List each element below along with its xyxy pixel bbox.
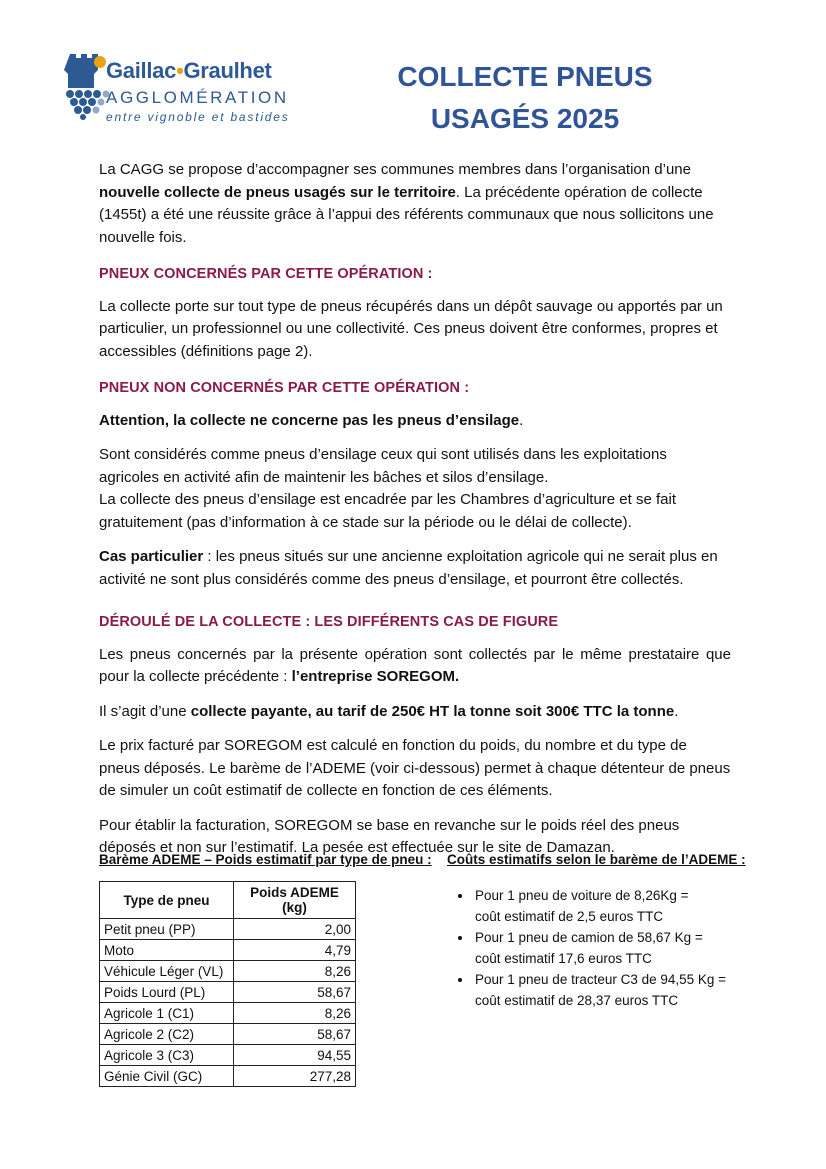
table-row xyxy=(100,1024,356,1045)
facturation-paragraph: Pour établir la facturation, SOREGOM se base en revanche sur le poids réel des pneus déposés et non sur l’estimatif. La pesée est effectuée sur le site de Damazan. xyxy=(99,816,680,856)
ensilage-paragraph: Sont considérés comme pneus d’ensilage ceux qui sont utilisés dans les exploitations agricoles en activité afin de maintenir les bâches et silos d’ensilage. La collecte des pneus d’ensilage est encadrée par les Chambres d’agriculture et se fait gratuitement (pas d’information à ce stade sur la période ou le délai de collecte). xyxy=(99,446,677,531)
weight-cell: 8,26 xyxy=(234,1003,356,1024)
table-row xyxy=(100,1066,356,1087)
weight-cell: 277,28 xyxy=(234,1066,356,1087)
tyre-type-cell: Agricole 1 (C1) xyxy=(100,1003,234,1024)
tyre-type-cell: Génie Civil (GC) xyxy=(100,1066,234,1087)
couts-section xyxy=(447,852,757,1011)
prestataire-paragraph: Les pneus concernés par la présente opération sont collectés par le même prestataire que pour la collecte précédente : l’entreprise SOREGOM. xyxy=(99,645,731,685)
table-header-row xyxy=(100,882,356,919)
tyre-type-cell: Agricole 3 (C3) xyxy=(100,1045,234,1066)
couts-heading: Coûts estimatifs selon le barème de l’ADEME : xyxy=(447,852,746,867)
tyre-type-cell: Agricole 2 (C2) xyxy=(100,1024,234,1045)
bareme-heading: Barème ADEME – Poids estimatif par type de pneu : xyxy=(99,852,432,867)
bareme-section xyxy=(99,852,439,1087)
title-line-2: USAGÉS 2025 xyxy=(430,103,620,134)
section-heading-non-concernes: PNEUX NON CONCERNÉS PAR CETTE OPÉRATION : xyxy=(99,380,470,396)
section-heading-concernes: PNEUX CONCERNÉS PAR CETTE OPÉRATION : xyxy=(99,266,433,282)
table-row xyxy=(100,1045,356,1066)
main-content xyxy=(99,159,731,872)
tyre-type-cell: Véhicule Léger (VL) xyxy=(100,961,234,982)
logo-name: Gaillac•Graulhet xyxy=(106,58,272,83)
logo-agglomeration: AGGLOMÉRATION xyxy=(106,88,289,107)
weight-cell: 4,79 xyxy=(234,940,356,961)
table-row xyxy=(100,961,356,982)
tyre-type-cell: Petit pneu (PP) xyxy=(100,919,234,940)
couts-list xyxy=(447,885,757,1011)
list-item: • Pour 1 pneu de voiture de 8,26Kg = coût estimatif de 2,5 euros TTC xyxy=(473,885,757,927)
table-row xyxy=(100,940,356,961)
weight-cell: 58,67 xyxy=(234,982,356,1003)
table-row xyxy=(100,1003,356,1024)
tyre-type-cell: Poids Lourd (PL) xyxy=(100,982,234,1003)
list-item: • Pour 1 pneu de tracteur C3 de 94,55 Kg = coût estimatif de 28,37 euros TTC xyxy=(473,969,757,1011)
tyre-type-cell: Moto xyxy=(100,940,234,961)
tarif-paragraph: Il s’agit d’une collecte payante, au tarif de 250€ HT la tonne soit 300€ TTC la tonne. xyxy=(99,702,679,720)
column-header: Poids ADEME (kg) xyxy=(234,882,356,919)
prix-paragraph: Le prix facturé par SOREGOM est calculé en fonction du poids, du nombre et du type de pneus déposés. Le barème de l’ADEME (voir ci-dessous) permet à chaque détenteur de pneus de simuler un coût estimatif de collecte en fonction de ces éléments. xyxy=(99,737,731,799)
weight-cell: 8,26 xyxy=(234,961,356,982)
table-row xyxy=(100,919,356,940)
agglomeration-logo xyxy=(62,48,292,128)
weight-cell: 2,00 xyxy=(234,919,356,940)
page-title xyxy=(380,56,670,140)
weight-cell: 58,67 xyxy=(234,1024,356,1045)
section1-paragraph: La collecte porte sur tout type de pneus récupérés dans un dépôt sauvage ou apportés par un particulier, un professionnel ou une collectivité. Ces pneus doivent être conformes, propres et accessibles (définitions page 2). xyxy=(99,297,723,360)
bareme-table xyxy=(99,881,356,1087)
table-row xyxy=(100,982,356,1003)
title-line-1: COLLECTE PNEUS xyxy=(397,61,653,92)
section-heading-deroule: DÉROULÉ DE LA COLLECTE : LES DIFFÉRENTS CAS DE FIGURE xyxy=(99,614,559,630)
attention-paragraph: Attention, la collecte ne concerne pas les pneus d’ensilage. xyxy=(99,411,524,429)
cas-particulier-paragraph: Cas particulier : les pneus situés sur une ancienne exploitation agricole qui ne serait plus en activité ne sont plus considérés comme des pneus d’ensilage, et pourront être collectés. xyxy=(99,548,718,588)
intro-paragraph: La CAGG se propose d’accompagner ses communes membres dans l’organisation d’une nouvelle collecte de pneus usagés sur le territoire. La précédente opération de collecte (1455t) a été une réussite grâce à l’appui des référents communaux que nous sollicitons une nouvelle fois. xyxy=(99,161,714,246)
logo-tagline: entre vignoble et bastides xyxy=(106,110,290,124)
column-header: Type de pneu xyxy=(100,882,234,919)
list-item: • Pour 1 pneu de camion de 58,67 Kg = coût estimatif 17,6 euros TTC xyxy=(473,927,757,969)
weight-cell: 94,55 xyxy=(234,1045,356,1066)
